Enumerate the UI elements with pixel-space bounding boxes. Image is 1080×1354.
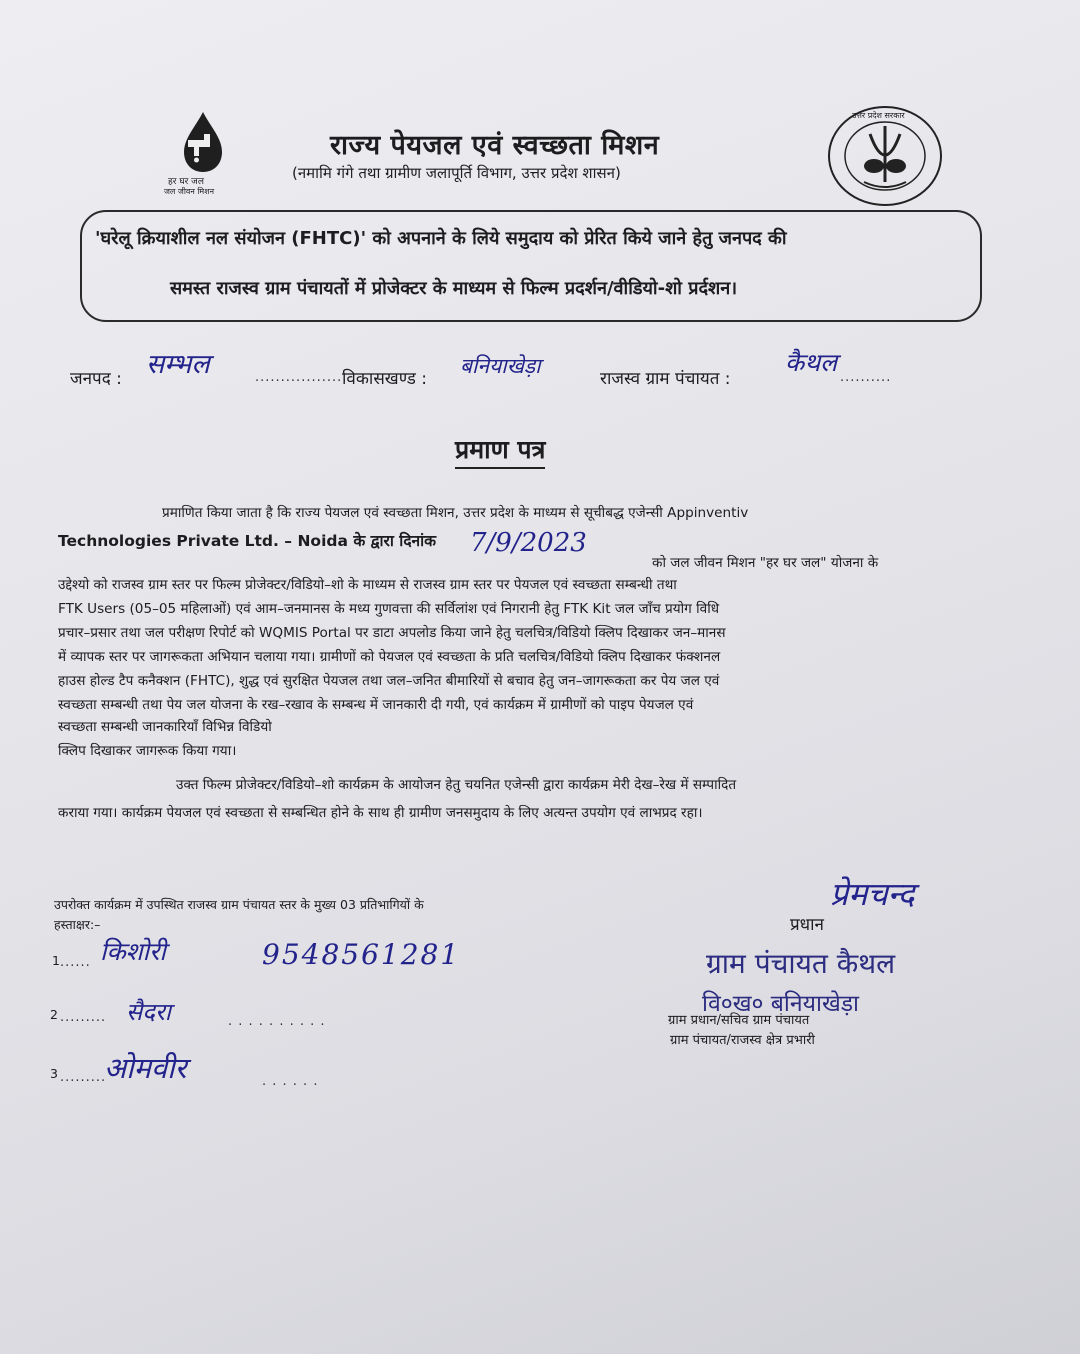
participants-intro-2: हस्ताक्षर:–: [54, 917, 101, 932]
panchayat-dots: ..........: [840, 370, 892, 385]
role-line-1: ग्राम प्रधान/सचिव ग्राम पंचायत: [668, 1013, 810, 1028]
logo-caption-2: जल जीवन मिशन: [164, 187, 215, 196]
panchayat-label: राजस्व ग्राम पंचायत :: [600, 369, 731, 389]
para1-line-5: प्रचार–प्रसार तथा जल परीक्षण रिपोर्ट को WQMIS Portal पर डाटा अपलोड किया जाने हेतु चलचित्र/विडियो क्लिप दिखाकर जन–मानस: [58, 625, 726, 641]
mission-subtitle: (नमामि गंगे तथा ग्रामीण जलापूर्ति विभाग, उत्तर प्रदेश शासन): [292, 164, 621, 182]
para1-line-2b: को जल जीवन मिशन "हर घर जल" योजना के: [652, 555, 879, 571]
para2-line-2: कराया गया। कार्यक्रम पेयजल एवं स्वच्छता से सम्बन्धित होने के साथ ही ग्रामीण जनसमुदाय के लिए अत्यन्त उपयोग एवं लाभप्रद रहा।: [58, 805, 703, 821]
jal-jeevan-mission-logo: [158, 108, 248, 204]
stamp-block-name: वि०ख० बनियाखेड़ा: [702, 991, 860, 1017]
role-line-2: ग्राम पंचायत/राजस्व क्षेत्र प्रभारी: [670, 1033, 815, 1048]
para2-line-1: उक्त फिल्म प्रोजेक्टर/विडियो–शो कार्यक्रम के आयोजन हेतु चयनित एजेन्सी द्वारा कार्यक्रम मेरी देख–रेख में सम्पादित: [176, 777, 737, 793]
participants-intro-1: उपरोक्त कार्यक्रम में उपस्थित राजस्व ग्राम पंचायत स्तर के मुख्य 03 प्रतिभागियों के: [54, 897, 424, 912]
para1-line-10: क्लिप दिखाकर जागरूक किया गया।: [58, 743, 237, 759]
pradhan-signature: प्रेमचन्द: [830, 875, 915, 913]
para1-line-8: स्वच्छता सम्बन्धी तथा पेय जल योजना के रख–रखाव के सम्बन्ध में जानकारी दी गयी, एवं कार्यक्रम में ग्रामीणों को पाइप पेयजल एवं: [58, 697, 694, 713]
banner-line-1: 'घरेलू क्रियाशील नल संयोजन (FHTC)' को अपनाने के लिये समुदाय को प्रेरित किये जाने हेतु जनपद की: [95, 228, 787, 249]
participant-1-phone: 9548561281: [262, 938, 461, 971]
logo-caption-1: हर घर जल: [168, 177, 204, 187]
para1-line-3: उद्देश्यो को राजस्व ग्राम स्तर पर फिल्म प्रोजेक्टर/विडियो–शो के माध्यम से राजस्व ग्राम स्तर पर पेयजल एवं स्वच्छता सम्बन्धी तथा: [58, 577, 677, 593]
participant-1-number: 1: [52, 953, 60, 968]
certificate-title: प्रमाण पत्र: [455, 432, 545, 469]
mission-title: राज्य पेयजल एवं स्वच्छता मिशन: [330, 130, 660, 161]
participant-1-dots: ......: [60, 955, 91, 970]
block-label: विकासखण्ड :: [342, 369, 428, 389]
seal-text: उत्तर प्रदेश सरकार: [852, 111, 905, 120]
water-drop-tap-icon: [158, 108, 248, 174]
para1-line-4: FTK Users (05–05 महिलाओं) एवं आम–जनमानस के मध्य गुणवत्ता की सर्विलांश एवं निगरानी हेतु FTK Kit जल जाँच प्रयोग विधि: [58, 601, 720, 617]
participant-2-signature: सैदरा: [126, 998, 171, 1026]
panchayat-value: कैथल: [785, 348, 838, 377]
para1-line-7: हाउस होल्ड टैप कनैक्शन (FHTC), शुद्ध एवं सुरक्षित पेयजल तथा जल–जनित बीमारियों से बचाव हेतु जन–जागरूकता कर पेय जल एवं: [58, 673, 720, 689]
banner-line-2: समस्त राजस्व ग्राम पंचायतों में प्रोजेक्टर के माध्यम से फिल्म प्रदर्शन/वीडियो-शो प्रर्दशन।: [170, 278, 738, 299]
participant-2-dots-right: . . . . . . . . . .: [228, 1014, 326, 1029]
participant-3-number: 3: [50, 1066, 58, 1081]
para1-line-9: स्वच्छता सम्बन्धी जानकारियाँ विभिन्न विडियो: [58, 719, 272, 735]
district-value: सम्भल: [146, 349, 210, 380]
up-government-seal: [826, 104, 944, 208]
district-dots: ..................: [255, 370, 348, 385]
para1-line-6: में व्यापक स्तर पर जागरूकता अभियान चलाया गया। ग्रामीणों को पेयजल एवं स्वच्छता के प्रति चलचित्र/विडियो क्लिप दिखाकर फंक्शनल: [58, 649, 721, 665]
pradhan-label: प्रधान: [790, 915, 824, 935]
participant-2-dots-left: .........: [60, 1010, 107, 1025]
block-value: बनियाखेड़ा: [460, 354, 541, 378]
participant-3-dots-left: .........: [60, 1070, 107, 1085]
participant-3-signature: ओमवीर: [104, 1051, 187, 1085]
para1-line-1: प्रमाणित किया जाता है कि राज्य पेयजल एवं स्वच्छता मिशन, उत्तर प्रदेश के माध्यम से सूचीबद्ध एजेन्सी Appinventiv: [162, 505, 749, 521]
para1-line-2a: Technologies Private Ltd. – Noida के द्वारा दिनांक: [58, 532, 437, 550]
participant-2-number: 2: [50, 1007, 58, 1022]
participant-1-signature: किशोरी: [100, 937, 166, 966]
participant-3-dots-right: . . . . . .: [262, 1074, 319, 1089]
district-label: जनपद :: [70, 369, 122, 389]
program-date: 7/9/2023: [470, 528, 587, 558]
stamp-panchayat-name: ग्राम पंचायत कैथल: [706, 947, 896, 980]
